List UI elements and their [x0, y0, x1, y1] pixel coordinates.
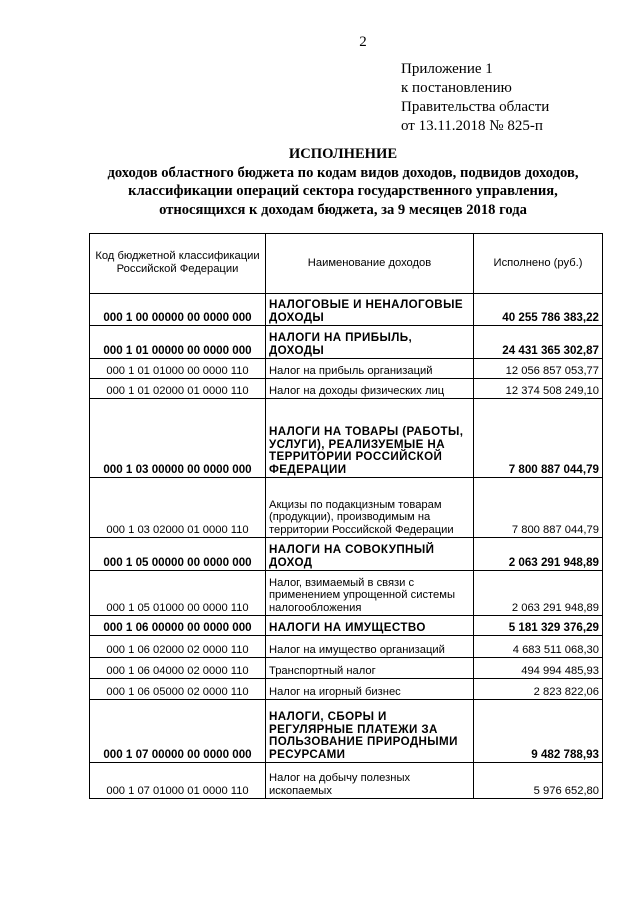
appendix-block	[401, 60, 631, 136]
name-cell: НАЛОГОВЫЕ И НЕНАЛОГОВЫЕ ДОХОДЫ	[266, 294, 474, 326]
table-row	[90, 658, 603, 679]
header-code: Код бюджетной классификации Российской Федерации	[90, 234, 266, 294]
name-cell: Налог на игорный бизнес	[266, 679, 474, 700]
amount-cell: 12 374 508 249,10	[474, 379, 603, 399]
amount-cell: 24 431 365 302,87	[474, 326, 603, 359]
name-cell: Транспортный налог	[266, 658, 474, 679]
amount-cell: 40 255 786 383,22	[474, 294, 603, 326]
amount-cell: 9 482 788,93	[474, 700, 603, 763]
amount-cell: 2 063 291 948,89	[474, 571, 603, 616]
table-row	[90, 294, 603, 326]
table-row	[90, 763, 603, 799]
title-line: относящихся к доходам бюджета, за 9 месяцев 2018 года	[159, 201, 527, 218]
name-cell: НАЛОГИ НА СОВОКУПНЫЙ ДОХОД	[266, 538, 474, 571]
title-heading: ИСПОЛНЕНИЕ	[288, 146, 398, 162]
code-cell: 000 1 05 01000 00 0000 110	[90, 571, 266, 616]
amount-cell: 5 181 329 376,29	[474, 616, 603, 636]
table-row	[90, 679, 603, 700]
name-cell: Налог, взимаемый в связи с применением упрощенной системы налогообложения	[266, 571, 474, 616]
page-number: 2	[359, 34, 367, 50]
header-amount: Исполнено (руб.)	[474, 234, 603, 294]
table-row	[90, 478, 603, 538]
table-row	[90, 326, 603, 359]
name-cell: Налог на добычу полезных ископаемых	[266, 763, 474, 799]
name-cell: НАЛОГИ НА ТОВАРЫ (РАБОТЫ, УСЛУГИ), РЕАЛИЗУЕМЫЕ НА ТЕРРИТОРИИ РОССИЙСКОЙ ФЕДЕРАЦИИ	[266, 399, 474, 478]
code-cell: 000 1 01 01000 00 0000 110	[90, 359, 266, 379]
title-line: доходов областного бюджета по кодам видов доходов, подвидов доходов,	[107, 164, 579, 181]
appendix-line: к постановлению	[401, 80, 512, 96]
name-cell: Налог на имущество организаций	[266, 636, 474, 658]
name-cell: НАЛОГИ НА ПРИБЫЛЬ, ДОХОДЫ	[266, 326, 474, 359]
appendix-line: Приложение 1	[401, 61, 493, 77]
table-row	[90, 636, 603, 658]
amount-cell: 7 800 887 044,79	[474, 399, 603, 478]
amount-cell: 494 994 485,93	[474, 658, 603, 679]
table-row	[90, 700, 603, 763]
name-cell: Акцизы по подакцизным товарам (продукции), производимым на территории Российской Федерации	[266, 478, 474, 538]
table-header-row	[90, 234, 603, 294]
name-cell: Налог на доходы физических лиц	[266, 379, 474, 399]
code-cell: 000 1 03 02000 01 0000 110	[90, 478, 266, 538]
code-cell: 000 1 07 00000 00 0000 000	[90, 700, 266, 763]
name-cell: НАЛОГИ НА ИМУЩЕСТВО	[266, 616, 474, 636]
code-cell: 000 1 06 00000 00 0000 000	[90, 616, 266, 636]
amount-cell: 2 823 822,06	[474, 679, 603, 700]
code-cell: 000 1 06 02000 02 0000 110	[90, 636, 266, 658]
table-row	[90, 538, 603, 571]
document-title	[70, 145, 616, 219]
code-cell: 000 1 06 04000 02 0000 110	[90, 658, 266, 679]
amount-cell: 7 800 887 044,79	[474, 478, 603, 538]
appendix-line: Правительства области	[401, 99, 550, 115]
table-body	[90, 294, 603, 799]
amount-cell: 2 063 291 948,89	[474, 538, 603, 571]
table-row	[90, 616, 603, 636]
code-cell: 000 1 01 02000 01 0000 110	[90, 379, 266, 399]
code-cell: 000 1 00 00000 00 0000 000	[90, 294, 266, 326]
amount-cell: 4 683 511 068,30	[474, 636, 603, 658]
table-row	[90, 571, 603, 616]
header-name: Наименование доходов	[266, 234, 474, 294]
name-cell: НАЛОГИ, СБОРЫ И РЕГУЛЯРНЫЕ ПЛАТЕЖИ ЗА ПОЛЬЗОВАНИЕ ПРИРОДНЫМИ РЕСУРСАМИ	[266, 700, 474, 763]
code-cell: 000 1 03 00000 00 0000 000	[90, 399, 266, 478]
appendix-line: от 13.11.2018 № 825-п	[401, 118, 543, 134]
code-cell: 000 1 07 01000 01 0000 110	[90, 763, 266, 799]
code-cell: 000 1 05 00000 00 0000 000	[90, 538, 266, 571]
amount-cell: 12 056 857 053,77	[474, 359, 603, 379]
table-row	[90, 399, 603, 478]
name-cell: Налог на прибыль организаций	[266, 359, 474, 379]
title-line: классификации операций сектора государственного управления,	[128, 183, 558, 199]
code-cell: 000 1 01 00000 00 0000 000	[90, 326, 266, 359]
revenue-table	[89, 233, 603, 799]
table-row	[90, 359, 603, 379]
table-row	[90, 379, 603, 399]
code-cell: 000 1 06 05000 02 0000 110	[90, 679, 266, 700]
amount-cell: 5 976 652,80	[474, 763, 603, 799]
